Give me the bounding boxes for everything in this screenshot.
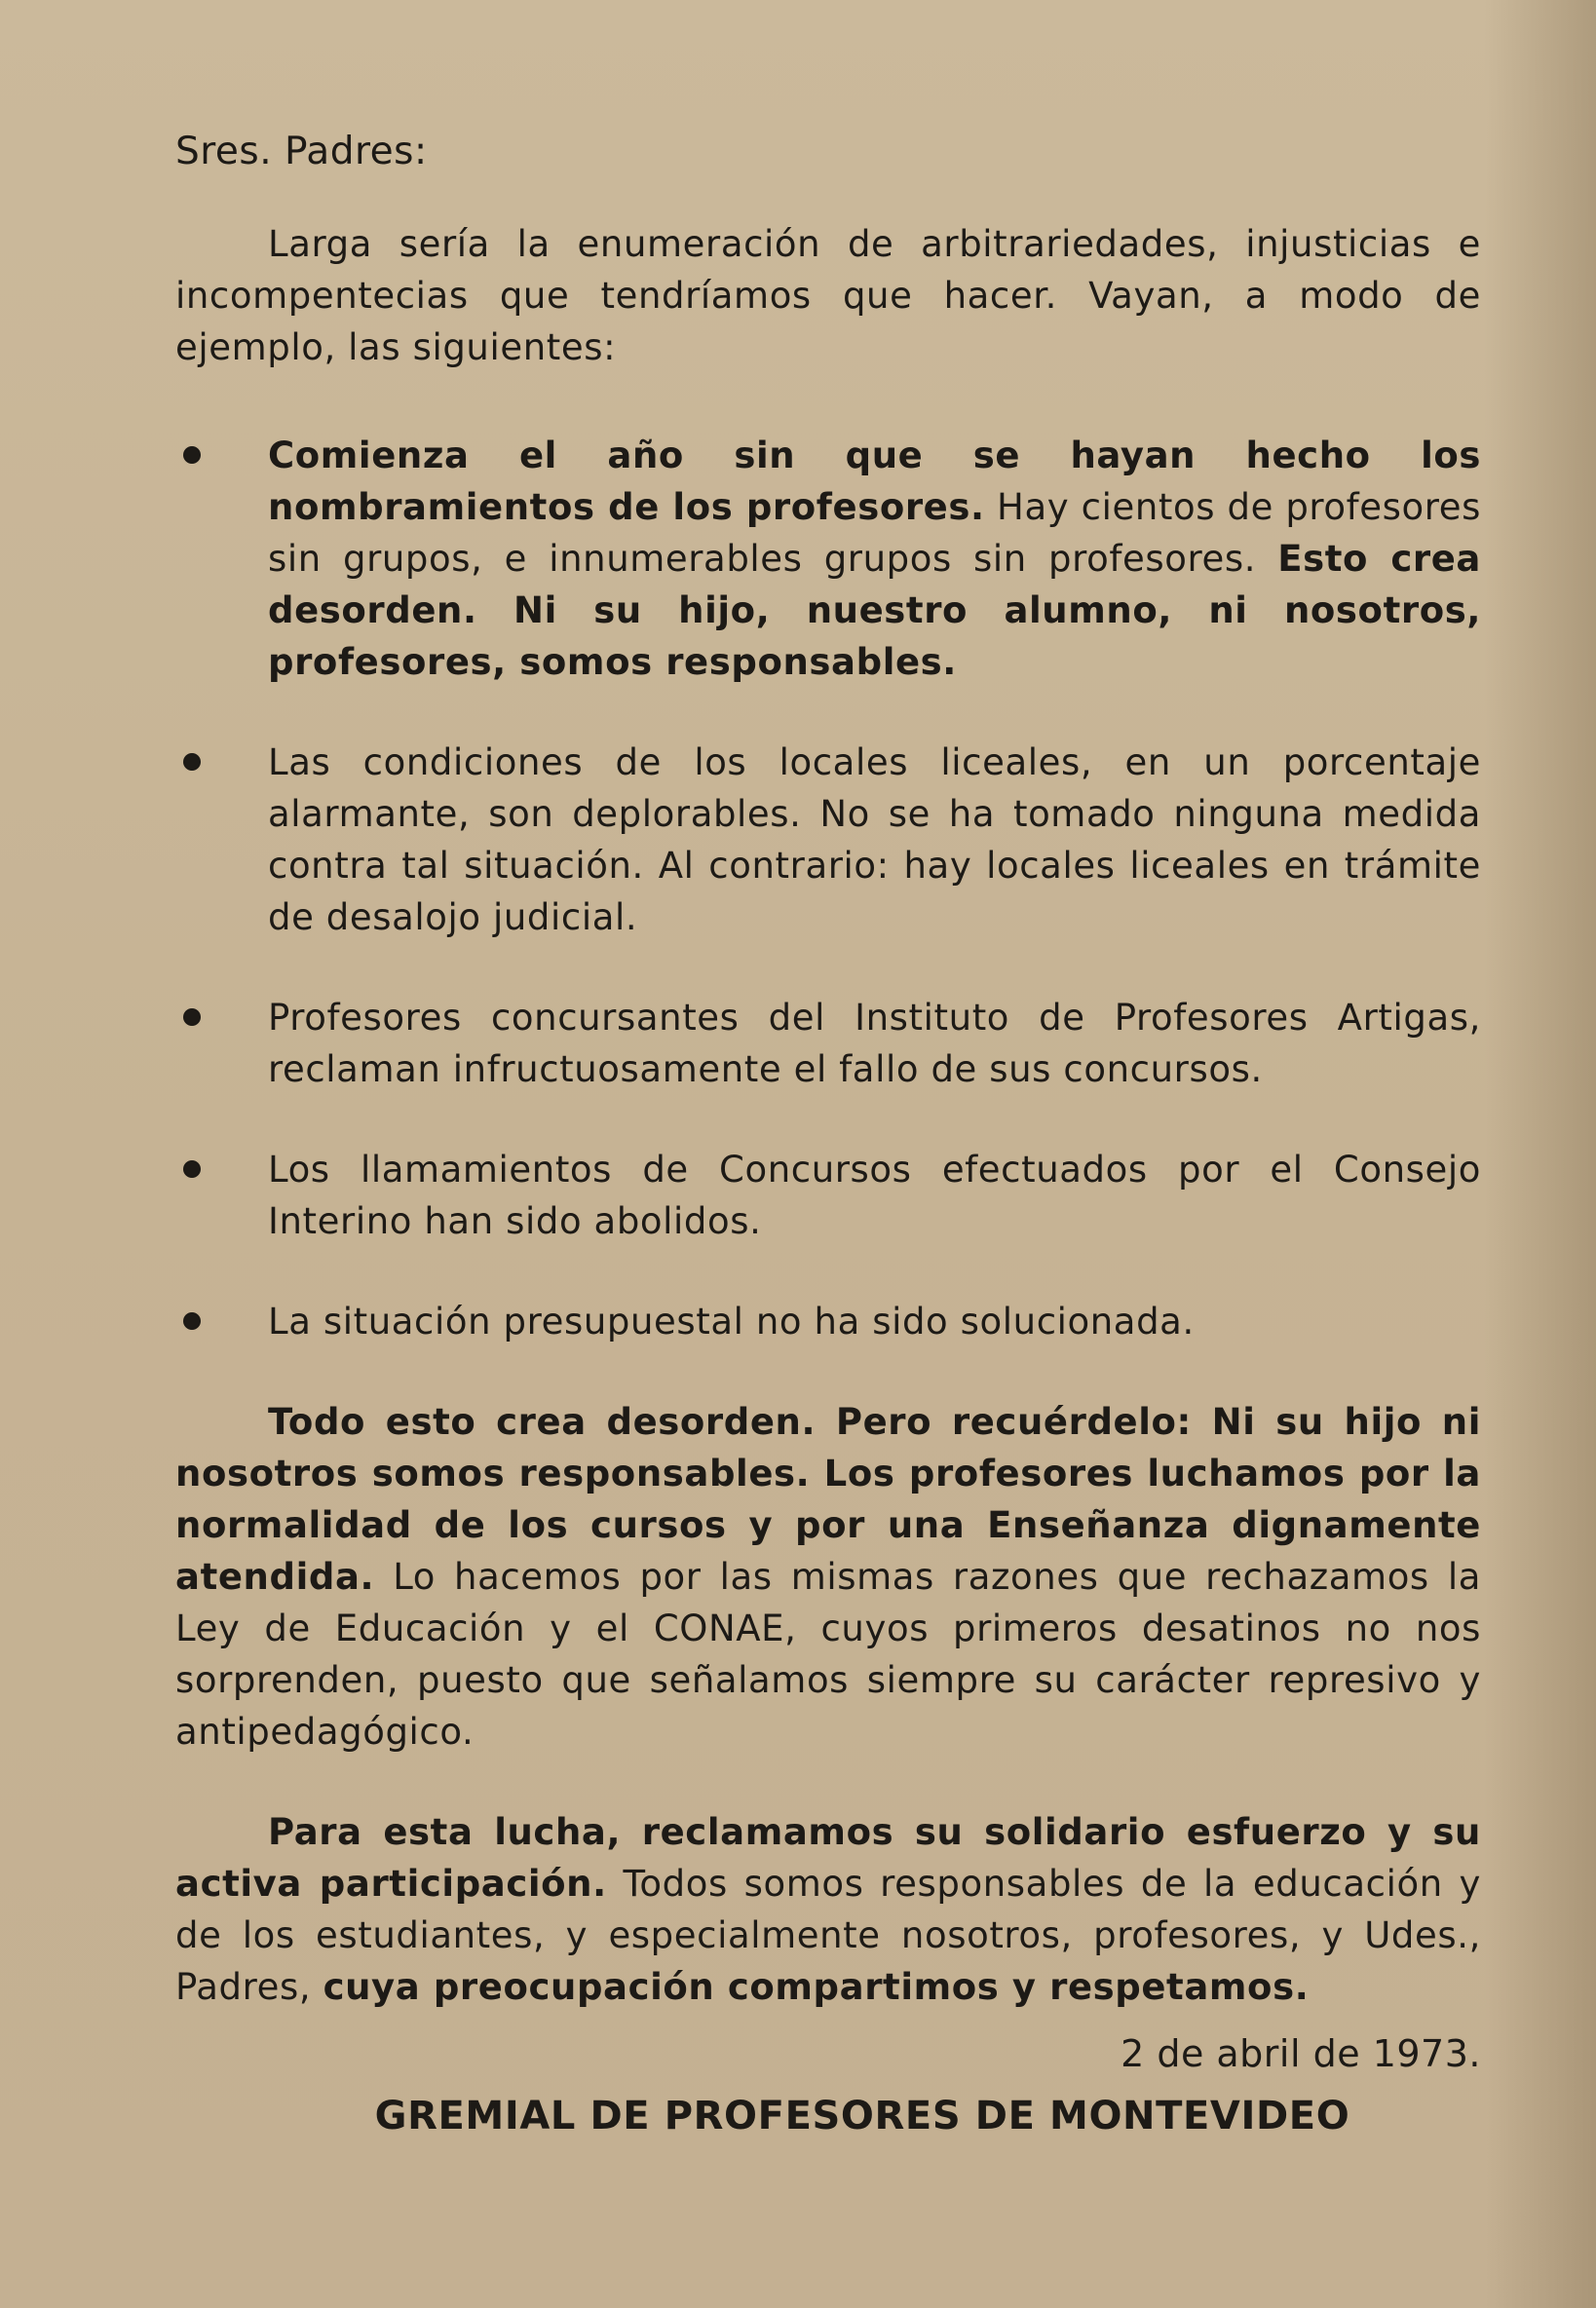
salutation: Sres. Padres: bbox=[175, 130, 428, 173]
bullet-icon bbox=[183, 446, 201, 464]
list-item bbox=[175, 430, 1481, 688]
bullet-icon bbox=[183, 1160, 201, 1178]
final-bold-lead: Para esta lucha, reclamamos su solidario esfuerzo y su activa participación. bbox=[175, 1811, 1481, 1905]
list-item-body: La situación presupuestal no ha sido solucionada. bbox=[268, 1301, 1195, 1343]
bullet-icon bbox=[183, 1008, 201, 1026]
list-item bbox=[175, 737, 1481, 943]
list-item-bold-lead: Comienza el año sin que se hayan hecho los nombramientos de los profesores. bbox=[268, 435, 1481, 528]
list-item-bold-tail: Esto crea desorden. Ni su hijo, nuestro alumno, ni nosotros, profesores, somos responsables. bbox=[268, 538, 1481, 683]
bullet-icon bbox=[183, 753, 201, 771]
list-item-text bbox=[268, 430, 1481, 688]
list-item-body: Profesores concursantes del Instituto de Profesores Artigas, reclaman infructuosamente el fallo de sus concursos. bbox=[268, 997, 1481, 1090]
list-item-text bbox=[268, 1144, 1481, 1247]
final-paragraph bbox=[175, 1806, 1481, 2013]
letter-body bbox=[175, 125, 1481, 2143]
closing-text: Lo hacemos por las mismas razones que rechazamos la Ley de Educación y el CONAE, cuyos primeros desatinos no nos sorprenden, puesto que señalamos siempre su carácter represivo y antipedagógico. bbox=[175, 1556, 1481, 1753]
list-item-body: Las condiciones de los locales liceales, en un porcentaje alarmante, son deplorables. No se ha tomado ninguna medida contra tal situación. Al contrario: hay locales liceales en trámite de desalojo judicial. bbox=[268, 741, 1481, 938]
list-item-text bbox=[268, 992, 1481, 1095]
list-item bbox=[175, 1296, 1481, 1347]
list-item bbox=[175, 1144, 1481, 1247]
list-item-body: Hay cientos de profesores sin grupos, e innumerables grupos sin profesores. bbox=[268, 486, 1481, 580]
list-item-text bbox=[268, 737, 1481, 943]
bullet-icon bbox=[183, 1312, 201, 1330]
intro-paragraph: Larga sería la enumeración de arbitrariedades, injusticias e incompentecias que tendríamos que hacer. Vayan, a modo de ejemplo, las siguientes: bbox=[175, 223, 1481, 368]
grievance-list bbox=[175, 430, 1481, 1347]
list-item-text bbox=[268, 1296, 1481, 1347]
final-bold-tail: cuya preocupación compartimos y respetamos. bbox=[323, 1966, 1310, 2008]
closing-paragraph bbox=[175, 1396, 1481, 1758]
closing-bold: Todo esto crea desorden. Pero recuérdelo: Ni su hijo ni nosotros somos responsables. Los profesores luchamos por la normalidad de los cursos y por una Enseñanza dignamente atendida. bbox=[175, 1401, 1481, 1598]
list-item-body: Los llamamientos de Concursos efectuados por el Consejo Interino han sido abolidos. bbox=[268, 1149, 1481, 1242]
signature: GREMIAL DE PROFESORES DE MONTEVIDEO bbox=[374, 2094, 1350, 2138]
letter-date: 2 de abril de 1973. bbox=[1121, 2032, 1481, 2075]
final-text: Todos somos responsables de la educación y de los estudiantes, y especialmente nosotros, profesores, y Udes., Padres, bbox=[175, 1863, 1481, 2008]
list-item bbox=[175, 992, 1481, 1095]
